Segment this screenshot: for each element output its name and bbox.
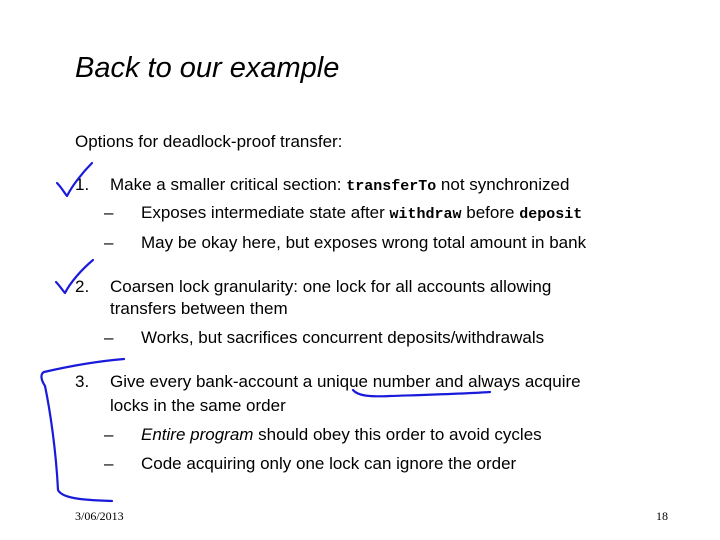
footer-page-number: 18 [656,509,668,523]
option-3-sub-1-text: Entire program should obey this order to avoid cycles [141,425,542,444]
option-1-sub-1-text: Exposes intermediate state after withdraw before deposit [141,203,583,223]
option-3-number: 3. [75,372,90,391]
option-2-sub-1-text: Works, but sacrifices concurrent deposits/withdrawals [141,328,545,347]
option-1-number: 1. [75,175,90,194]
option-1-text: Make a smaller critical section: transferTo not synchronized [110,175,570,195]
code-transferTo: transferTo [346,178,437,195]
option-3-sub-2-dash: – [104,454,114,473]
option-3-sub-2-text: Code acquiring only one lock can ignore the order [141,454,517,473]
slide-title: Back to our example [75,52,340,84]
code-deposit: deposit [519,206,583,223]
option-3-line-1: Give every bank-account a unique number and always acquire [110,372,581,391]
option-1-sub-2-dash: – [104,233,114,252]
option-2-line-1: Coarsen lock granularity: one lock for all accounts allowing [110,277,552,296]
intro-text: Options for deadlock-proof transfer: [75,132,343,151]
option-3-line-2: locks in the same order [110,396,286,415]
option-1-sub-2-text: May be okay here, but exposes wrong total amount in bank [141,233,587,252]
option-2-line-2: transfers between them [110,299,288,318]
option-2-sub-1-dash: – [104,328,114,347]
option-1-sub-1-dash: – [104,203,114,222]
option-3-sub-1-dash: – [104,425,114,444]
option-2-number: 2. [75,277,90,296]
code-withdraw: withdraw [389,206,462,223]
footer-date: 3/06/2013 [75,509,124,523]
